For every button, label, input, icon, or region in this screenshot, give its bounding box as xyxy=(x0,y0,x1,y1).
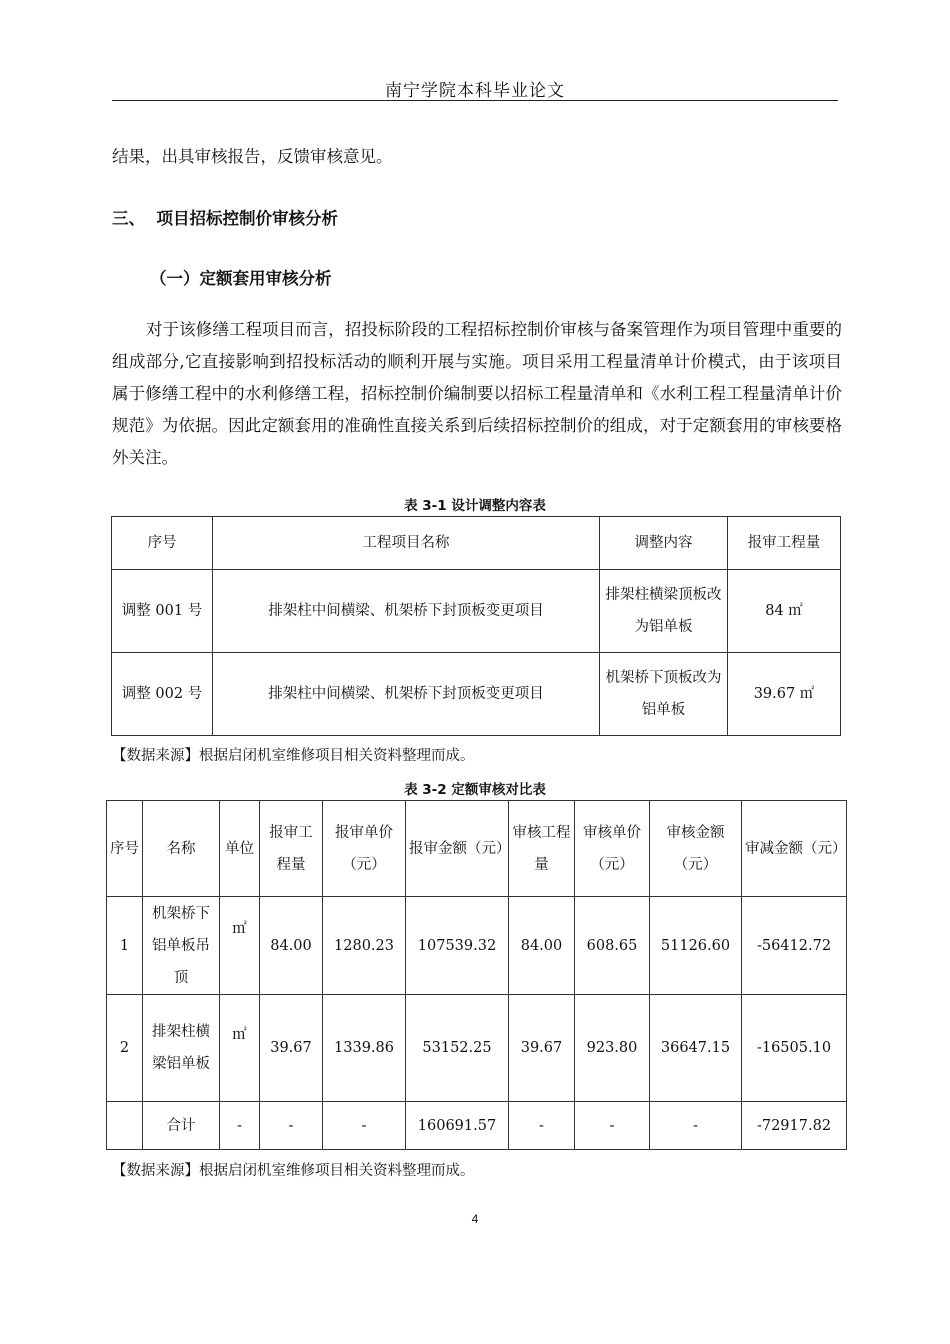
header-cell: 报审金额（元） xyxy=(406,801,509,897)
header-cell: 序号 xyxy=(112,517,213,570)
table-cell: 调整 002 号 xyxy=(112,653,213,736)
table-cell: 排架柱中间横梁、机架桥下封顶板变更项目 xyxy=(213,653,600,736)
table-cell: 84.00 xyxy=(260,897,323,995)
table-cell: 84.00 xyxy=(509,897,575,995)
table-cell: -72917.82 xyxy=(742,1102,847,1150)
table1-caption: 表 3-1 设计调整内容表 xyxy=(404,498,546,514)
table-cell: 84 ㎡ xyxy=(728,570,841,653)
table-cell: 39.67 xyxy=(509,995,575,1102)
table-total-row xyxy=(107,1102,847,1150)
table2-caption: 表 3-2 定额审核对比表 xyxy=(404,782,546,798)
table-row xyxy=(112,653,841,736)
table-cell: -16505.10 xyxy=(742,995,847,1102)
header-cell: 报审工程量 xyxy=(260,801,323,897)
table-cell: 1280.23 xyxy=(323,897,406,995)
table-cell: ㎡ xyxy=(220,897,260,995)
table-cell: 排架柱中间横梁、机架桥下封顶板变更项目 xyxy=(213,570,600,653)
header-cell: 审减金额（元） xyxy=(742,801,847,897)
header-cell: 名称 xyxy=(143,801,220,897)
table-row xyxy=(107,897,847,995)
table-cell: 39.67 ㎡ xyxy=(728,653,841,736)
table-cell: 608.65 xyxy=(575,897,650,995)
table2-source-note: 【数据来源】根据启闭机室维修项目相关资料整理而成。 xyxy=(112,1163,475,1179)
table-cell: 合计 xyxy=(143,1102,220,1150)
header-cell: 报审单价（元） xyxy=(323,801,406,897)
table-cell: - xyxy=(220,1102,260,1150)
table-cell: 160691.57 xyxy=(406,1102,509,1150)
table-cell: 53152.25 xyxy=(406,995,509,1102)
page-header-title: 南宁学院本科毕业论文 xyxy=(385,81,565,101)
table-cell: 调整 001 号 xyxy=(112,570,213,653)
subsection-heading: （一）定额套用审核分析 xyxy=(150,269,332,288)
intro-line: 结果，出具审核报告，反馈审核意见。 xyxy=(112,147,393,166)
header-cell: 审核工程量 xyxy=(509,801,575,897)
section-heading: 三、 项目招标控制价审核分析 xyxy=(112,209,338,228)
table-cell: - xyxy=(509,1102,575,1150)
table-row xyxy=(107,995,847,1102)
page-number: 4 xyxy=(471,1212,479,1226)
table-cell: 机架桥下铝单板吊顶 xyxy=(143,897,220,995)
table-cell: 2 xyxy=(107,995,143,1102)
table-cell: - xyxy=(575,1102,650,1150)
table-cell: 51126.60 xyxy=(650,897,742,995)
body-paragraph: 对于该修缮工程项目而言，招投标阶段的工程招标控制价审核与备案管理作为项目管理中重要的组成部分,它直接影响到招投标活动的顺利开展与实施。项目采用工程量清单计价模式，由于该项目属于修缮工程中的水利修缮工程，招标控制价编制要以招标工程量清单和《水利工程工程量清单计价规范》为依据。因此定额套用的准确性直接关系到后续招标控制价的组成，对于定额套用的审核要格外关注。 xyxy=(112,320,842,467)
table-cell xyxy=(107,1102,143,1150)
table-cell: - xyxy=(260,1102,323,1150)
header-cell: 审核单价（元） xyxy=(575,801,650,897)
header-cell: 报审工程量 xyxy=(728,517,841,570)
quota-audit-table xyxy=(106,800,847,1150)
table-cell: 36647.15 xyxy=(650,995,742,1102)
header-cell: 序号 xyxy=(107,801,143,897)
header-cell: 单位 xyxy=(220,801,260,897)
table1-source-note: 【数据来源】根据启闭机室维修项目相关资料整理而成。 xyxy=(112,748,475,764)
table-cell: - xyxy=(650,1102,742,1150)
table-cell: 923.80 xyxy=(575,995,650,1102)
table-cell: ㎡ xyxy=(220,995,260,1102)
table-cell: -56412.72 xyxy=(742,897,847,995)
table-row xyxy=(112,570,841,653)
table-cell: 机架桥下顶板改为铝单板 xyxy=(600,653,728,736)
design-adjustment-table xyxy=(111,516,841,736)
table-cell: 排架柱横梁铝单板 xyxy=(143,995,220,1102)
header-rule xyxy=(112,100,838,101)
header-cell: 审核金额（元） xyxy=(650,801,742,897)
table-header-row xyxy=(107,801,847,897)
table-cell: 1339.86 xyxy=(323,995,406,1102)
table-header-row xyxy=(112,517,841,570)
table-cell: 排架柱横梁顶板改为铝单板 xyxy=(600,570,728,653)
header-cell: 调整内容 xyxy=(600,517,728,570)
header-cell: 工程项目名称 xyxy=(213,517,600,570)
table-cell: - xyxy=(323,1102,406,1150)
table-cell: 1 xyxy=(107,897,143,995)
table-cell: 39.67 xyxy=(260,995,323,1102)
table-cell: 107539.32 xyxy=(406,897,509,995)
